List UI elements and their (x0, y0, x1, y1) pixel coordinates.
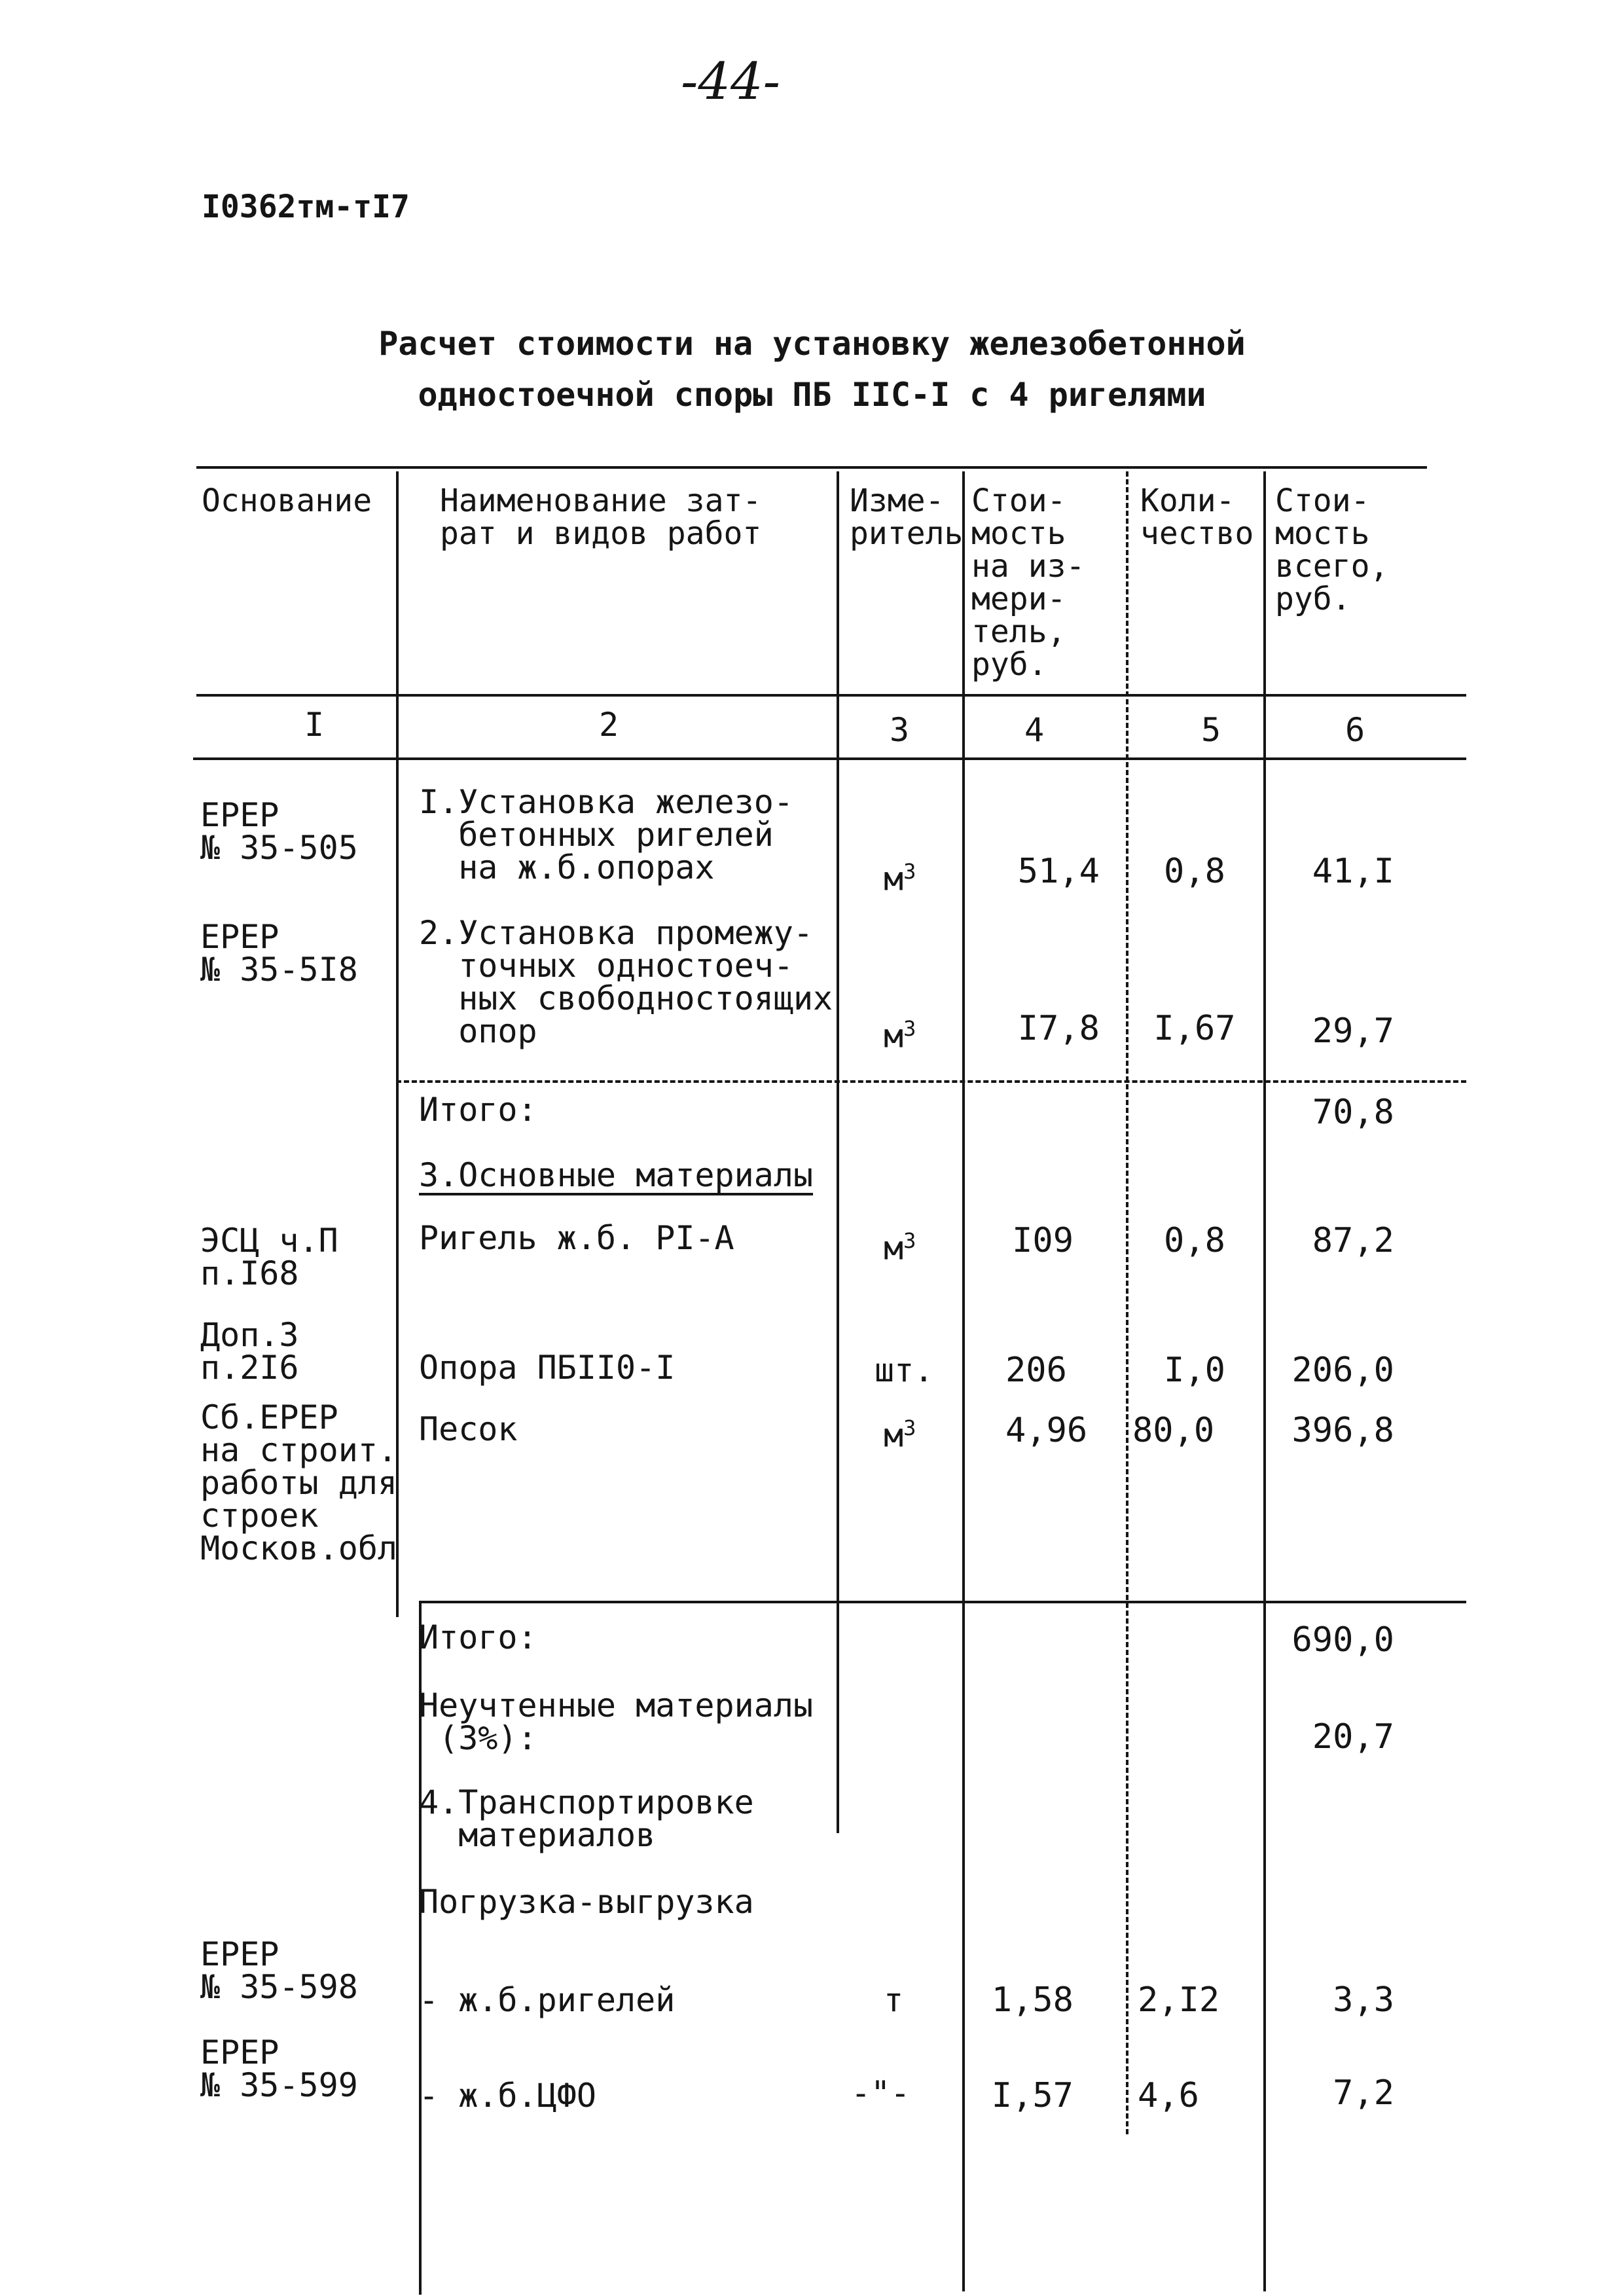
row12-price: 1,58 (991, 1980, 1074, 2020)
row1-price: 51,4 (1017, 852, 1100, 891)
row2-price: I7,8 (1017, 1009, 1100, 1048)
row9-name: Неучтенные материалы (3%): (419, 1686, 814, 1757)
row9-total: 20,7 (1312, 1717, 1394, 1757)
row2-name: 2.Установка промежу- точных одностоеч- ных свободностоящих опор (419, 914, 833, 1050)
row1-quantity: 0,8 (1164, 852, 1225, 891)
row7-unit: $м^3$ (884, 1415, 916, 1455)
row1-unit: $м^3$ (884, 859, 916, 898)
header-basis: Основание (202, 483, 372, 519)
row3-subtotal-label: Итого: (419, 1091, 537, 1129)
row13-price: I,57 (991, 2076, 1074, 2115)
row7-price: 4,96 (1005, 1411, 1088, 1450)
row6-price: 206 (1005, 1351, 1067, 1390)
row5-total: 87,2 (1312, 1221, 1394, 1260)
column-number-2: 2 (598, 706, 619, 744)
row6-quantity: I,0 (1164, 1351, 1225, 1390)
row5-name: Ригель ж.б. PI-A (419, 1219, 734, 1257)
row13-total: 7,2 (1333, 2073, 1394, 2113)
title-line-2: одностоечной споры ПБ IIС-I с 4 ригелями (418, 376, 1206, 414)
row2-quantity: I,67 (1153, 1009, 1236, 1048)
row2-total: 29,7 (1312, 1011, 1394, 1051)
row1-name: I.Установка железо- бетонных ригелей на ж.б.опорах (419, 783, 793, 886)
row13-quantity: 4,6 (1138, 2076, 1199, 2115)
column-number-4: 4 (1024, 711, 1045, 749)
row5-price: I09 (1012, 1221, 1074, 1260)
row13-name: - ж.б.ЦФО (419, 2077, 596, 2115)
row12-quantity: 2,I2 (1138, 1980, 1220, 2020)
row13-basis: ЕРЕР № 35-599 (200, 2033, 358, 2104)
row3-total: 70,8 (1312, 1093, 1394, 1132)
row5-unit: $м^3$ (884, 1228, 916, 1267)
header-unit-price: Стои- мость на из- мери- тель, руб. (971, 483, 1085, 683)
row7-quantity: 80,0 (1132, 1411, 1215, 1450)
column-number-5: 5 (1200, 711, 1221, 749)
header-unit: Изме- ритель (850, 483, 964, 552)
row5-quantity: 0,8 (1164, 1221, 1225, 1260)
row1-total: 41,I (1312, 852, 1394, 891)
row13-unit: -"- (851, 2074, 911, 2112)
row6-basis: Доп.3 п.2I6 (200, 1316, 299, 1387)
row7-total: 396,8 (1291, 1411, 1394, 1450)
column-number-6: 6 (1344, 711, 1365, 749)
row4-section-title: 3.Основные материалы (419, 1156, 814, 1194)
row6-name: Опора ПБII0-I (419, 1349, 676, 1387)
row12-total: 3,3 (1333, 1980, 1394, 2020)
column-number-1: I (304, 706, 325, 744)
row1-basis: ЕРЕР № 35-505 (200, 796, 358, 867)
row12-basis: ЕРЕР № 35-598 (200, 1935, 358, 2006)
row7-basis: Сб.ЕРЕР на строит. работы для строек Москов.обл (200, 1398, 398, 1567)
row6-total: 206,0 (1291, 1351, 1394, 1390)
row6-unit: шт. (875, 1351, 934, 1389)
row8-subtotal-label: Итого: (419, 1618, 537, 1656)
row2-basis: ЕРЕР № 35-5I8 (200, 918, 358, 989)
row12-unit: т (884, 1981, 904, 2019)
row8-total: 690,0 (1291, 1620, 1394, 1660)
row2-unit: $м^3$ (884, 1016, 916, 1055)
row12-name: - ж.б.ригелей (419, 1981, 676, 2019)
header-quantity: Коли- чество (1140, 483, 1254, 552)
document-code: I0362тм-тI7 (202, 189, 410, 225)
header-total-cost: Стои- мость всего, руб. (1275, 483, 1389, 617)
header-work-name: Наименование зат- рат и видов работ (440, 483, 762, 552)
page-number: -44- (681, 52, 780, 111)
column-number-3: 3 (889, 711, 910, 749)
row11-name: Погрузка-выгрузка (419, 1883, 754, 1921)
row7-name: Песок (419, 1410, 518, 1448)
row10-section-title: 4.Транспортировке материалов (419, 1783, 754, 1854)
title-line-1: Расчет стоимости на установку железобетонной (378, 325, 1246, 363)
row5-basis: ЭСЦ ч.П п.I68 (200, 1222, 338, 1292)
